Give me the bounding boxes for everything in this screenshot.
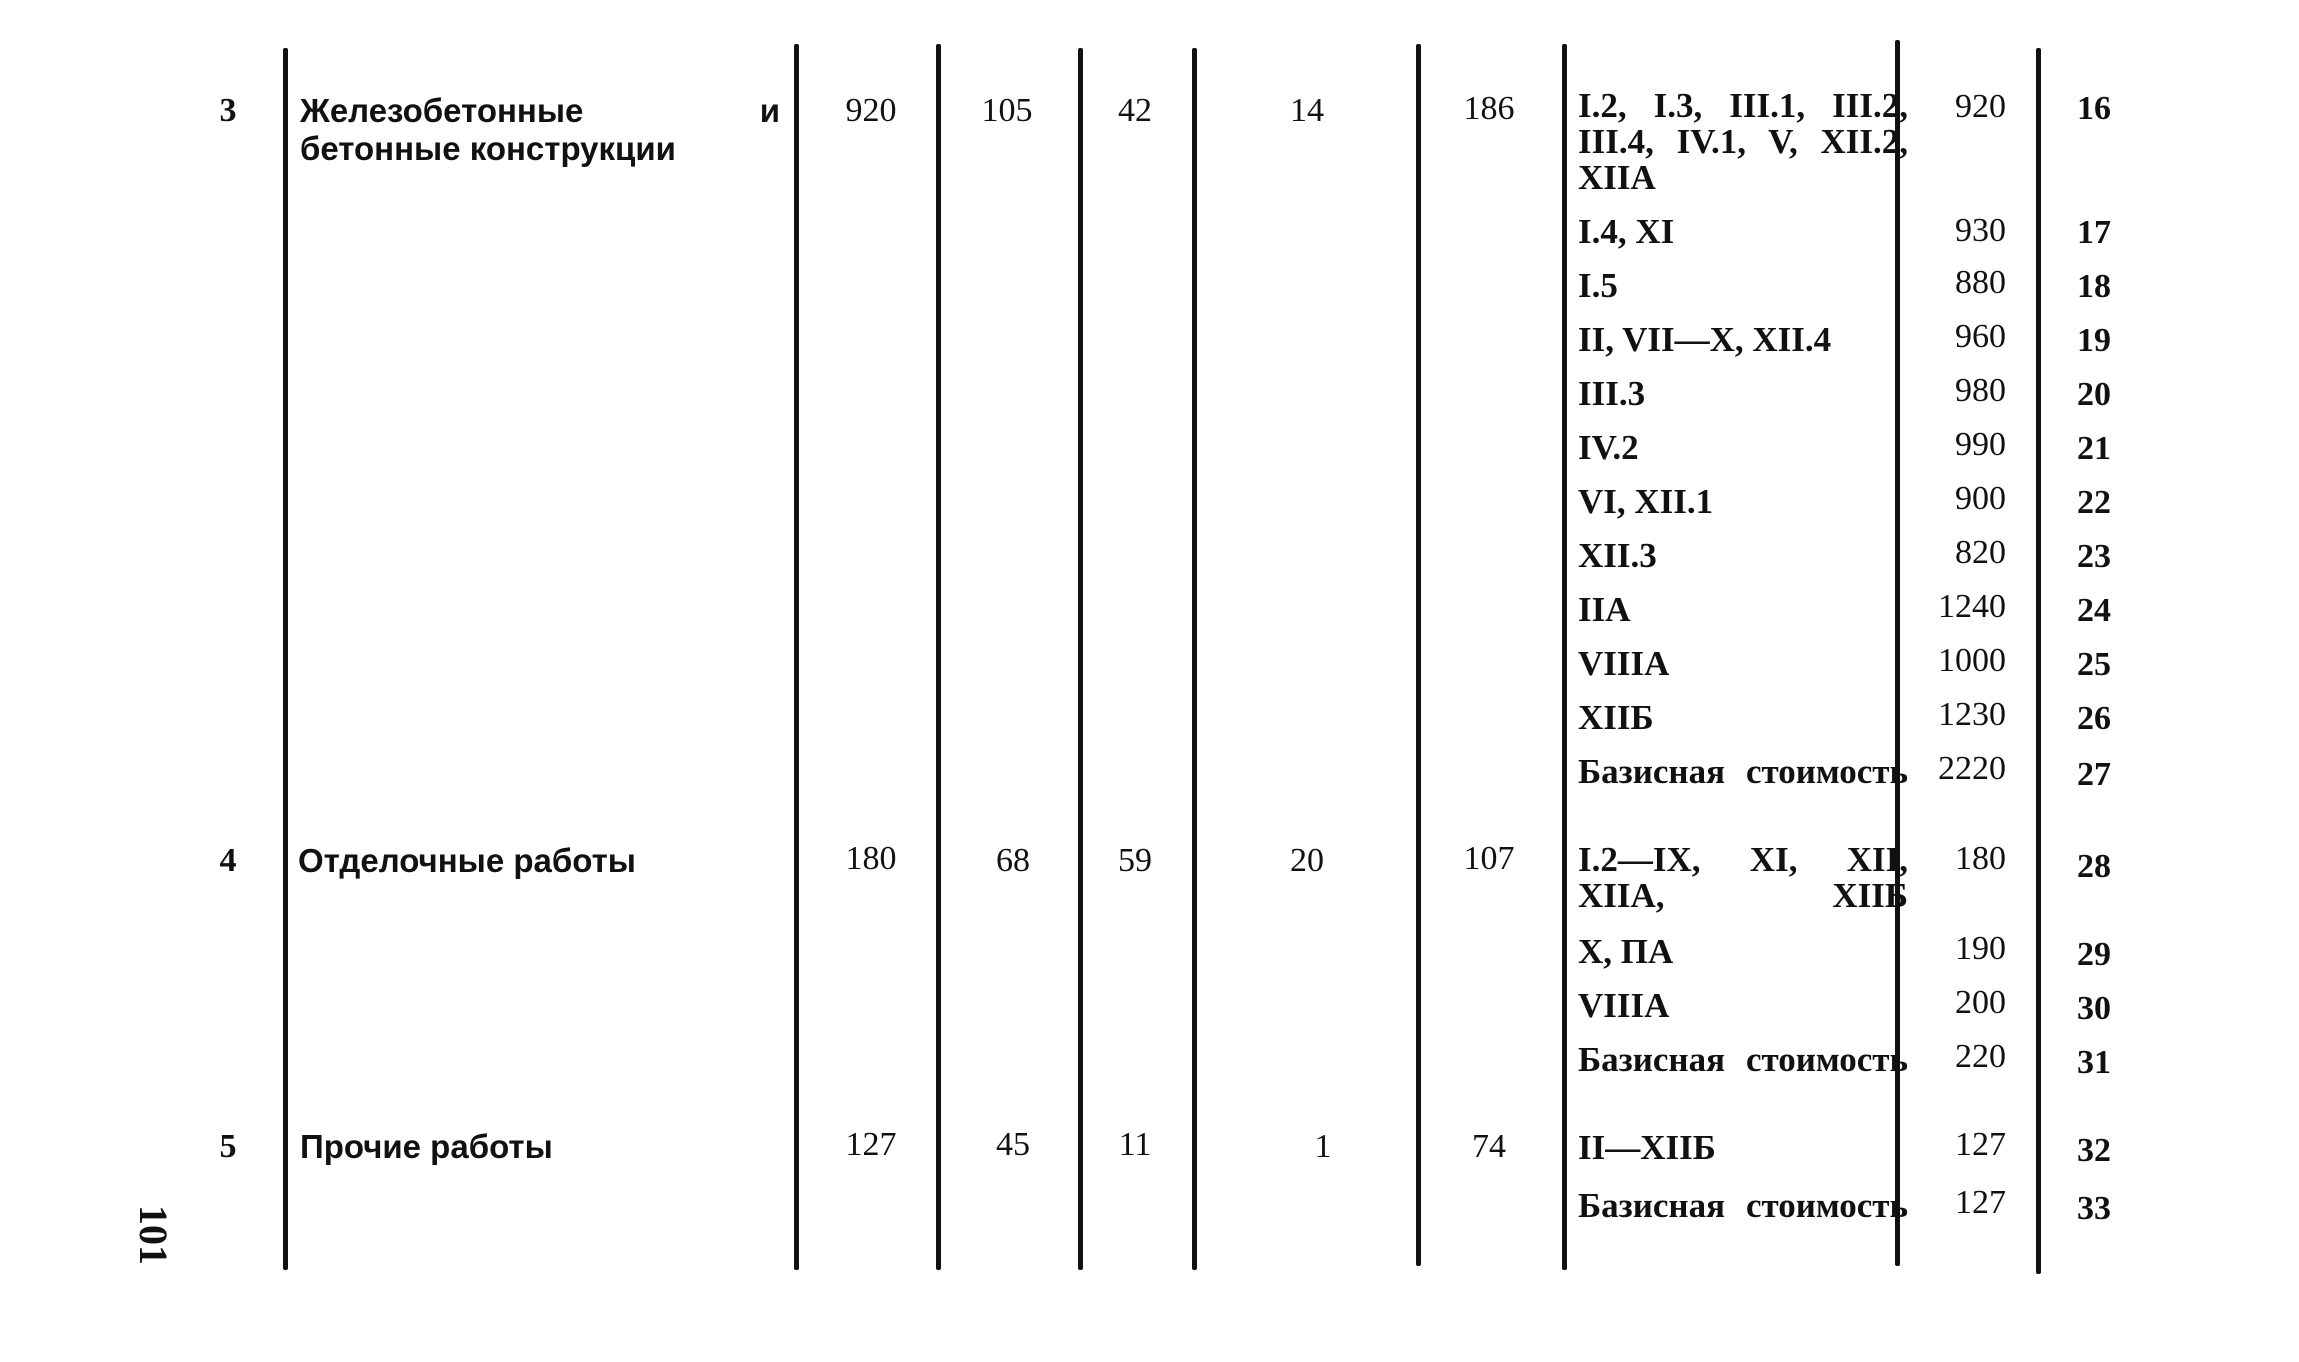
table-row-code: VIIIA	[1578, 644, 1670, 683]
section-value: 1	[1314, 1128, 1332, 1165]
table-row-number: 18	[2077, 268, 2111, 305]
table-row-code: Базисная стоимость	[1578, 752, 1908, 791]
section-index: 5	[219, 1128, 237, 1165]
table-row-number: 20	[2077, 376, 2111, 413]
table-row-number: 23	[2077, 538, 2111, 575]
table-row-value: 990	[1955, 426, 2006, 463]
table-row-number: 22	[2077, 484, 2111, 521]
table-row-number: 26	[2077, 700, 2111, 737]
table-row-number: 16	[2077, 90, 2111, 127]
section-value: 920	[845, 92, 897, 129]
section-value: 186	[1463, 90, 1515, 127]
table-row-code: X, ПА	[1578, 932, 1674, 971]
table-row-value: 200	[1955, 984, 2006, 1021]
table-row-number: 24	[2077, 592, 2111, 629]
table-row-number: 17	[2077, 214, 2111, 251]
column-rule	[1562, 44, 1567, 1270]
page-number: 101	[131, 1205, 176, 1265]
table-row-number: 29	[2077, 936, 2111, 973]
table-row-number: 27	[2077, 756, 2111, 793]
table-row-code: I.2, I.3, III.1, III.2, III.4, IV.1, V, XII.2, XIIA	[1578, 86, 1908, 197]
table-row-value: 127	[1955, 1184, 2006, 1221]
table-row-code: I.5	[1578, 266, 1618, 305]
section-title: Прочие работы	[300, 1128, 553, 1165]
table-row-value: 180	[1955, 840, 2006, 877]
table-row-number: 19	[2077, 322, 2111, 359]
table-row-code: VI, XII.1	[1578, 482, 1714, 521]
section-value: 68	[996, 842, 1030, 879]
section-value: 59	[1118, 842, 1152, 879]
table-row-value: 880	[1955, 264, 2006, 301]
section-value: 45	[996, 1126, 1030, 1163]
table-row-number: 25	[2077, 646, 2111, 683]
table-row-number: 31	[2077, 1044, 2111, 1081]
column-rule	[1416, 44, 1421, 1266]
table-row-number: 28	[2077, 848, 2111, 885]
table-row-value: 2220	[1938, 750, 2006, 787]
column-rule	[283, 48, 288, 1270]
table-row-value: 980	[1955, 372, 2006, 409]
table-row-code: VIIIA	[1578, 986, 1670, 1025]
section-value: 127	[845, 1126, 897, 1163]
column-rule	[794, 44, 799, 1270]
section-value: 74	[1472, 1128, 1506, 1165]
column-rule	[936, 44, 941, 1270]
table-row-value: 920	[1955, 88, 2006, 125]
table-row-value: 1230	[1938, 696, 2006, 733]
section-value: 42	[1118, 92, 1152, 129]
table-row-value: 220	[1955, 1038, 2006, 1075]
section-value: 11	[1118, 1126, 1152, 1163]
table-row-value: 820	[1955, 534, 2006, 571]
table-row-number: 30	[2077, 990, 2111, 1027]
table-row-code: IV.2	[1578, 428, 1639, 467]
section-value: 20	[1290, 842, 1324, 879]
table-row-value: 1000	[1938, 642, 2006, 679]
table-row-value: 960	[1955, 318, 2006, 355]
table-row-code: III.3	[1578, 374, 1646, 413]
column-rule	[2036, 48, 2041, 1274]
column-rule	[1192, 48, 1197, 1270]
section-value: 14	[1290, 92, 1324, 129]
table-row-code: I.4, XI	[1578, 212, 1675, 251]
section-value: 180	[845, 840, 897, 877]
table-row-value: 900	[1955, 480, 2006, 517]
section-index: 4	[219, 842, 237, 879]
section-title: Отделочные работы	[298, 842, 636, 879]
table-row-value: 127	[1955, 1126, 2006, 1163]
table-row-value: 930	[1955, 212, 2006, 249]
section-value: 105	[981, 92, 1033, 129]
table-row-value: 190	[1955, 930, 2006, 967]
column-rule	[1078, 48, 1083, 1270]
section-title: Железобетонные и бетонные конструкции	[300, 92, 780, 167]
table-row-code: II—XIIБ	[1578, 1128, 1716, 1167]
section-value: 107	[1463, 840, 1515, 877]
table-row-code: XII.3	[1578, 536, 1657, 575]
table-row-code: XIIБ	[1578, 698, 1654, 737]
section-index: 3	[219, 92, 237, 129]
table-row-number: 33	[2077, 1190, 2111, 1227]
table-row-code: IIA	[1578, 590, 1631, 629]
table-row-code: Базисная стоимость	[1578, 1186, 1908, 1225]
table-row-value: 1240	[1938, 588, 2006, 625]
table-row-code: Базисная стоимость	[1578, 1040, 1908, 1079]
table-row-code: I.2—IX, XI, XII, XIIA, XIIБ	[1578, 840, 1908, 915]
table-row-number: 21	[2077, 430, 2111, 467]
table-row-code: II, VII—X, XII.4	[1578, 320, 1832, 359]
table-row-number: 32	[2077, 1132, 2111, 1169]
